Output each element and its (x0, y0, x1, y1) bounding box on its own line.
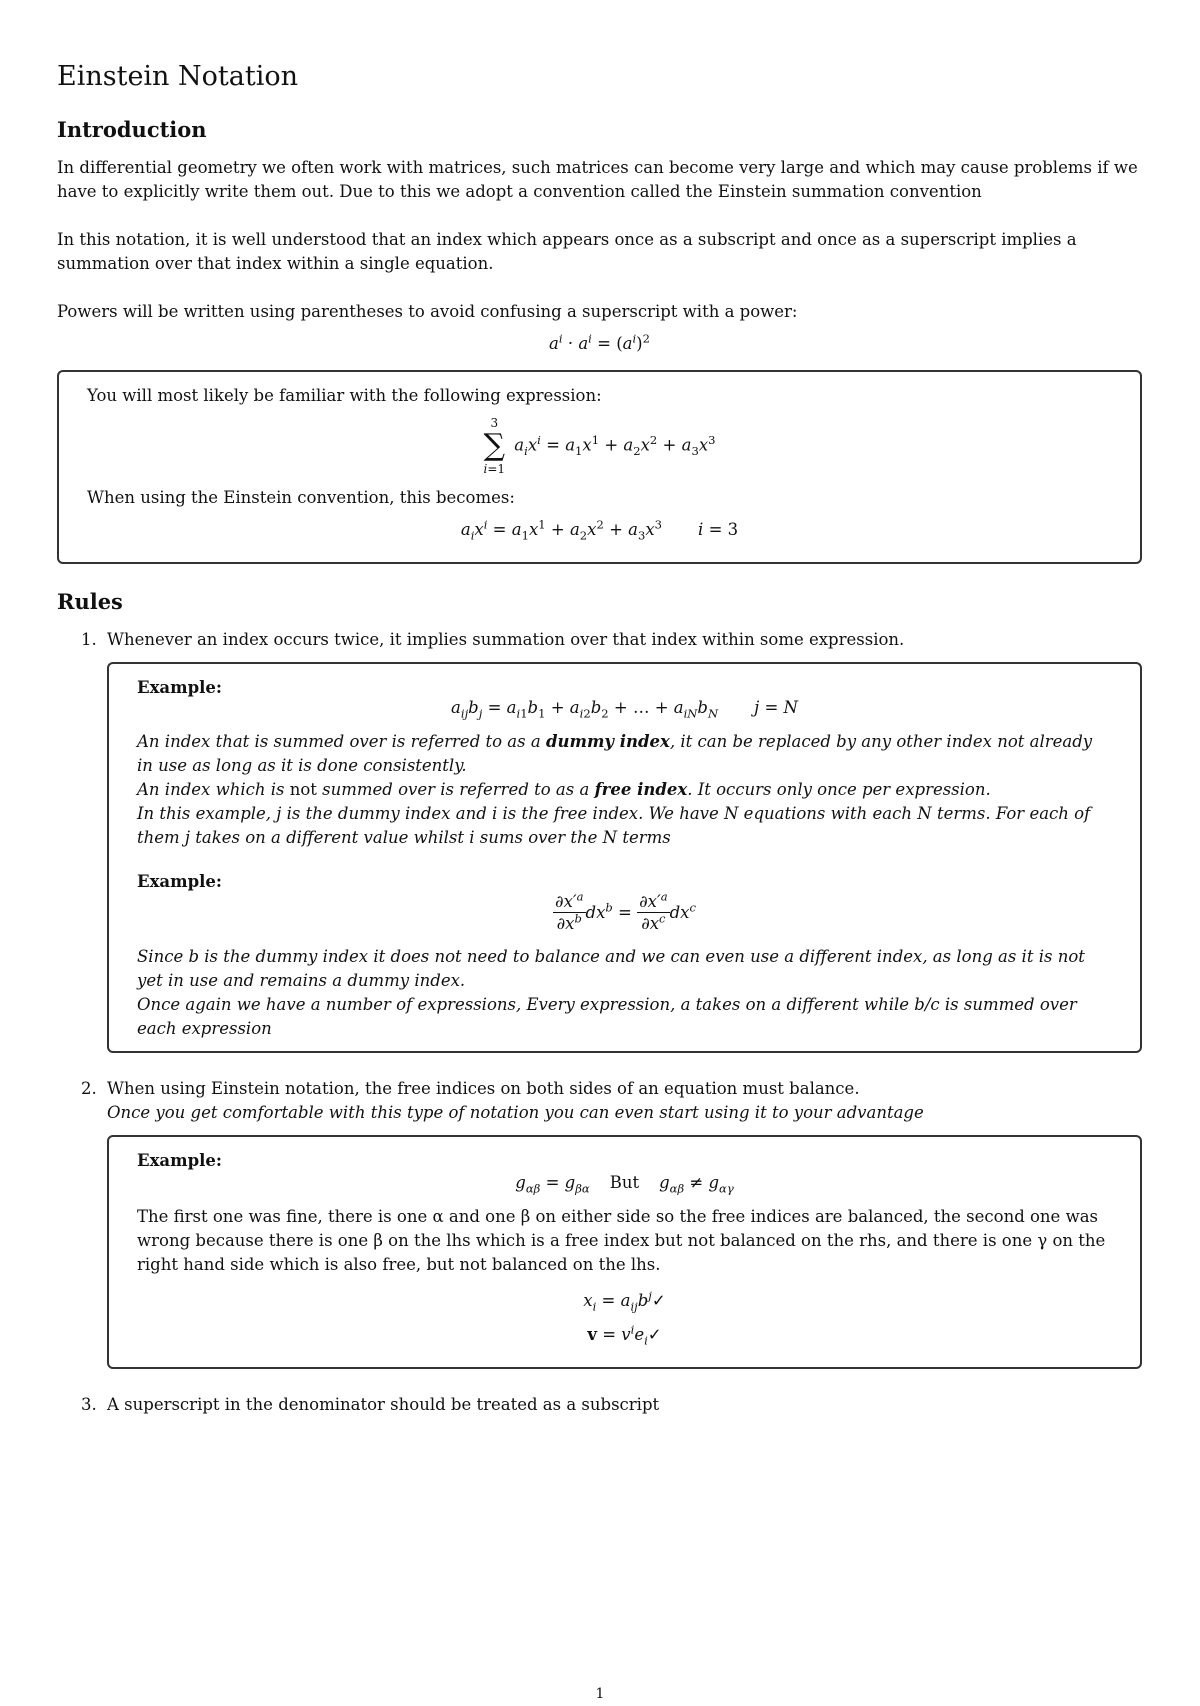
example-box-1 (107, 662, 1142, 1053)
page-number: 1 (595, 1686, 605, 1702)
intro-paragraph-2: In this notation, it is well understood that an index which appears once as a subscript and once as a superscript implies a summation over that index within a single equation. (57, 230, 1077, 273)
expressions-explanation: Once again we have a number of expressions, Every expression, a takes on a different while b/c is summed over each expression (137, 995, 1077, 1038)
free-index-equation-1: $x_i$ = $a_{ij}b^j✓$ (583, 1288, 666, 1314)
rules-list (57, 628, 1142, 1417)
dummy-index-explanation: An index that is summed over is referred to as a dummy index, it can be replaced by any other index not already in use as long as it is done consistently. (137, 732, 1093, 775)
sum-symbol-icon: 3 ∑ i=1 (483, 416, 506, 476)
term-free-index: free index (594, 780, 688, 799)
rule-text: Whenever an index occurs twice, it implies summation over that index within some expression. (107, 630, 905, 649)
familiar-expression-box (57, 370, 1142, 564)
example-explanation: In this example, j is the dummy index and i is the free index. We have N equations with each N terms. For each of them j takes on a different value whilst i sums over the N terms (137, 804, 1091, 847)
rule-number: 1. (81, 630, 97, 649)
rule-text: A superscript in the denominator should be treated as a subscript (107, 1395, 660, 1414)
rule-item-1 (57, 628, 1142, 1053)
section-heading-introduction: Introduction (57, 117, 207, 142)
metric-balance-equation: $g_{\alpha\beta} = g_{\beta\alpha}$ But $g_{\alpha\beta} \ne g_{\alpha\gamma}$ (515, 1173, 734, 1196)
free-index-explanation: An index which is not summed over is referred to as a free index. It occurs only once per expression. (137, 780, 991, 799)
box-convention-text: When using the Einstein convention, this becomes: (87, 488, 515, 507)
partial-derivative-equation: $\frac{\partial x'^a}{\partial x^b}$ $dx^b$ = $\frac{\partial x'^a}{\partial x^c}$ $dx^c$ (555, 889, 696, 933)
free-index-equation-2: $v = v^ie_i✓$ (587, 1322, 662, 1348)
power-equation: $a^i \cdot a^i = (a^i)^2$ (549, 331, 650, 353)
dummy-balance-explanation: Since b is the dummy index it does not need to balance and we can even use a different index, as long as it is not yet in use and remains a dummy index. (137, 947, 1085, 990)
rule-note: Once you get comfortable with this type of notation you can even start using it to your advantage (107, 1103, 924, 1122)
document-page (57, 50, 1142, 1427)
fraction: $\frac{\partial x'^a}{\partial x^b}$ (555, 889, 584, 933)
checkmark-icon: ✓ (651, 1291, 666, 1310)
example-box-2 (107, 1135, 1142, 1369)
sum-equation: 3 ∑ i=1 $a_ix^i = a_1x^1 + a_2x^2 + a_3x^3$ (483, 416, 716, 476)
einstein-equation: $a_ix^i = a_1x^1 + a_2x^2 + a_3x^3$ i = 3 (460, 517, 739, 543)
rule-item-2 (57, 1077, 1142, 1369)
box-intro-text: You will most likely be familiar with the following expression: (87, 386, 602, 405)
balance-explanation: The first one was fine, there is one α and one β on either side so the free indices are balanced, the second one was wrong because there is one β on the lhs which is a free index but not balanced on the rhs, and there is one γ on the right hand side which is also free, but not balanced on the lhs. (137, 1207, 1106, 1274)
section-heading-rules: Rules (57, 589, 123, 614)
rule-item-3 (57, 1393, 1142, 1417)
rule-text: When using Einstein notation, the free indices on both sides of an equation must balance. (107, 1079, 860, 1098)
example-label: Example: (137, 1151, 222, 1170)
dummy-index-equation: $a_{ij}b_j = a_{i1}b_1 + a_{i2}b_2$ + … + $a_{iN}b_N$ j = N (451, 698, 798, 721)
fraction: $\frac{\partial x'^a}{\partial x^c}$ (639, 889, 668, 933)
checkmark-icon: ✓ (647, 1325, 662, 1344)
example-label: Example: (137, 678, 222, 697)
example-label: Example: (137, 872, 222, 891)
rule-number: 2. (81, 1079, 97, 1098)
page-title: Einstein Notation (57, 61, 298, 92)
term-dummy-index: dummy index (545, 732, 670, 751)
intro-paragraph-3: Powers will be written using parentheses to avoid confusing a superscript with a power: (57, 302, 798, 321)
intro-paragraph-1: In differential geometry we often work with matrices, such matrices can become very large and which may cause problems if we have to explicitly write them out. Due to this we adopt a convention called the Einstein summation convention (57, 158, 1138, 201)
rule-number: 3. (81, 1395, 97, 1414)
